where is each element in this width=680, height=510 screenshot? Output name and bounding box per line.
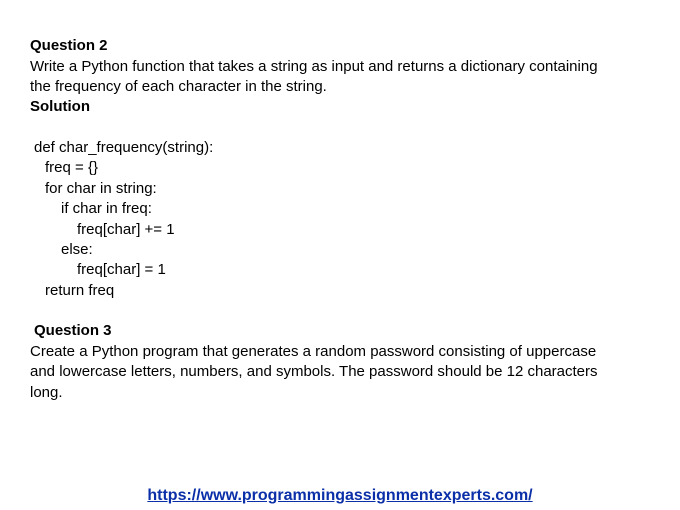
website-link[interactable]: https://www.programmingassignmentexperts.com/ — [147, 487, 533, 504]
question-3-heading: Question 3 — [34, 322, 112, 339]
code-line: freq[char] += 1 — [77, 221, 175, 238]
question-2-text-line-2: the frequency of each character in the string. — [30, 78, 327, 95]
code-line: freq = {} — [45, 159, 98, 176]
code-line: if char in freq: — [61, 200, 152, 217]
code-line: return freq — [45, 282, 115, 299]
code-line: else: — [61, 241, 93, 258]
question-2-text-line-1: Write a Python function that takes a string as input and returns a dictionary containing — [30, 58, 598, 75]
question-3-text-line-3: long. — [30, 384, 63, 401]
code-line: def char_frequency(string): — [34, 139, 214, 156]
code-line: for char in string: — [45, 180, 157, 197]
question-3-text-line-2: and lowercase letters, numbers, and symbols. The password should be 12 characters — [30, 363, 598, 380]
code-line: freq[char] = 1 — [77, 261, 166, 278]
question-3-text-line-1: Create a Python program that generates a random password consisting of uppercase — [30, 343, 597, 360]
solution-heading: Solution — [30, 98, 90, 115]
question-2-heading: Question 2 — [30, 37, 108, 54]
